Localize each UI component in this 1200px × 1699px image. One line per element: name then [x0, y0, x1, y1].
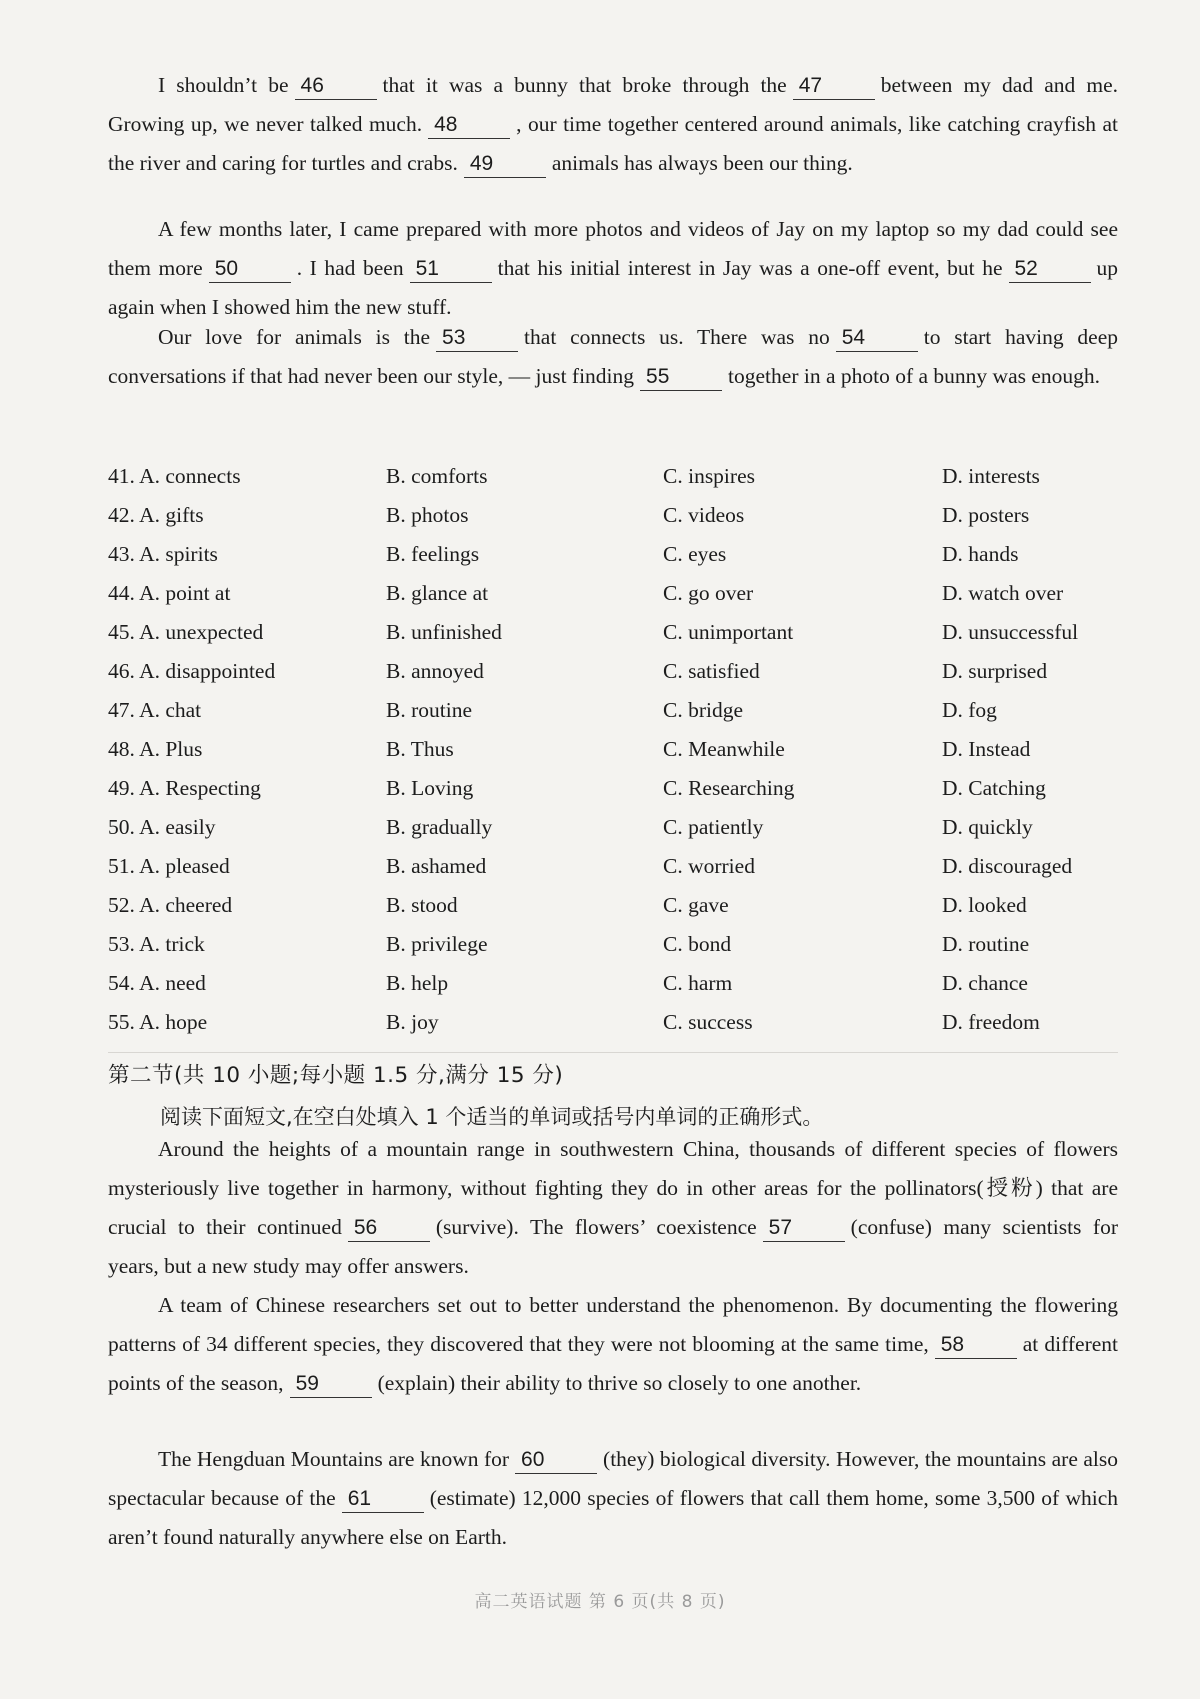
option-a: 46. A. disappointed	[108, 659, 276, 683]
passage2-paragraph3	[108, 1440, 1118, 1557]
text: Around the heights of a mountain range in southwestern China, thousands of different species of flowers mysteriously live together in harmony, without fighting they do in other areas for the pollinators(授粉) that are crucial to their continued	[108, 1137, 1118, 1239]
passage1-paragraph3	[108, 318, 1118, 396]
option-d: D. discouraged	[942, 854, 1073, 878]
option-c: C. Meanwhile	[663, 737, 785, 761]
option-a: 52. A. cheered	[108, 893, 233, 917]
option-a: 48. A. Plus	[108, 737, 203, 761]
blank-54: 54	[836, 325, 918, 352]
text: (survive). The flowers’ coexistence	[435, 1215, 757, 1239]
option-a: 50. A. easily	[108, 815, 216, 839]
option-b: B. comforts	[386, 464, 488, 488]
option-d: D. Instead	[942, 737, 1031, 761]
text: that connects us. There was no	[524, 325, 830, 349]
option-b: B. gradually	[386, 815, 493, 839]
option-d: D. posters	[942, 503, 1030, 527]
text: (confuse) many scientists for years, but a new study may offer answers.	[108, 1215, 1118, 1278]
option-b: B. glance at	[386, 581, 489, 605]
option-a: 54. A. need	[108, 971, 206, 995]
text: Our love for animals is the	[158, 325, 431, 349]
option-a: 41. A. connects	[108, 464, 241, 488]
section-instruction: 阅读下面短文,在空白处填入 1 个适当的单词或括号内单词的正确形式。	[160, 1105, 824, 1129]
blank-56: 56	[348, 1215, 430, 1242]
text: (they) biological diversity. However, the mountains are also spectacular because of the	[108, 1447, 1118, 1510]
option-c: C. bond	[663, 932, 732, 956]
text: A few months later, I came prepared with more photos and videos of Jay on my laptop so my dad could see them more	[108, 217, 1118, 280]
option-row	[108, 698, 1118, 737]
option-row	[108, 1010, 1118, 1049]
blank-58: 58	[935, 1332, 1017, 1359]
text: that it was a bunny that broke through the	[382, 73, 787, 97]
option-d: D. watch over	[942, 581, 1064, 605]
option-a: 49. A. Respecting	[108, 776, 261, 800]
option-b: B. photos	[386, 503, 469, 527]
option-row	[108, 815, 1118, 854]
option-d: D. interests	[942, 464, 1040, 488]
option-row	[108, 737, 1118, 776]
blank-47: 47	[793, 73, 875, 100]
option-d: D. fog	[942, 698, 997, 722]
option-c: C. Researching	[663, 776, 795, 800]
text: . I had been	[296, 256, 404, 280]
divider	[108, 1052, 1118, 1053]
option-row	[108, 542, 1118, 581]
answer-options	[108, 464, 1118, 1049]
option-b: B. Loving	[386, 776, 474, 800]
text: between my dad and me. Growing up, we never talked much.	[108, 73, 1119, 136]
option-b: B. joy	[386, 1010, 439, 1034]
blank-48: 48	[428, 112, 510, 139]
text: together in a photo of a bunny was enough.	[728, 364, 1101, 388]
option-c: C. success	[663, 1010, 753, 1034]
option-c: C. go over	[663, 581, 754, 605]
option-d: D. quickly	[942, 815, 1033, 839]
blank-60: 60	[515, 1447, 597, 1474]
option-c: C. inspires	[663, 464, 755, 488]
option-d: D. surprised	[942, 659, 1048, 683]
option-b: B. stood	[386, 893, 458, 917]
option-row	[108, 581, 1118, 620]
blank-50: 50	[209, 256, 291, 283]
blank-49: 49	[464, 151, 546, 178]
option-c: C. bridge	[663, 698, 744, 722]
blank-61: 61	[342, 1486, 424, 1513]
text: (estimate) 12,000 species of flowers that call them home, some 3,500 of which aren’t found naturally anywhere else on Earth.	[108, 1486, 1118, 1549]
option-row	[108, 932, 1118, 971]
option-b: B. routine	[386, 698, 472, 722]
option-a: 43. A. spirits	[108, 542, 218, 566]
page-footer: 高二英语试题 第 6 页(共 8 页)	[474, 1592, 726, 1612]
option-row	[108, 893, 1118, 932]
option-c: C. patiently	[663, 815, 764, 839]
text: (explain) their ability to thrive so closely to one another.	[377, 1371, 862, 1395]
option-d: D. routine	[942, 932, 1030, 956]
text: The Hengduan Mountains are known for	[158, 1447, 510, 1471]
text: up again when I showed him the new stuff.	[108, 256, 1118, 319]
text: , our time together centered around animals, like catching crayfish at the river and caring for turtles and crabs.	[108, 112, 1118, 175]
option-d: D. looked	[942, 893, 1027, 917]
passage2-paragraph2	[108, 1286, 1118, 1403]
blank-53: 53	[436, 325, 518, 352]
option-b: B. Thus	[386, 737, 454, 761]
option-d: D. chance	[942, 971, 1028, 995]
option-d: D. Catching	[942, 776, 1046, 800]
option-a: 44. A. point at	[108, 581, 231, 605]
passage2-paragraph1	[108, 1130, 1118, 1286]
option-c: C. harm	[663, 971, 733, 995]
option-a: 42. A. gifts	[108, 503, 204, 527]
option-a: 53. A. trick	[108, 932, 205, 956]
passage1-paragraph2	[108, 210, 1118, 327]
option-a: 51. A. pleased	[108, 854, 230, 878]
option-b: B. annoyed	[386, 659, 484, 683]
option-row	[108, 776, 1118, 815]
option-row	[108, 620, 1118, 659]
option-row	[108, 971, 1118, 1010]
option-b: B. help	[386, 971, 449, 995]
option-row	[108, 659, 1118, 698]
blank-57: 57	[763, 1215, 845, 1242]
option-d: D. freedom	[942, 1010, 1040, 1034]
option-b: B. privilege	[386, 932, 488, 956]
option-b: B. ashamed	[386, 854, 487, 878]
section-title: 第二节(共 10 小题;每小题 1.5 分,满分 15 分)	[108, 1063, 564, 1088]
blank-55: 55	[640, 364, 722, 391]
option-b: B. unfinished	[386, 620, 502, 644]
option-a: 45. A. unexpected	[108, 620, 264, 644]
option-d: D. hands	[942, 542, 1019, 566]
option-c: C. satisfied	[663, 659, 760, 683]
blank-52: 52	[1009, 256, 1091, 283]
text: to start having deep conversations if that had never been our style, — just finding	[108, 325, 1118, 388]
text: A team of Chinese researchers set out to better understand the phenomenon. By documenting the flowering patterns of 34 different species, they discovered that they were not blooming at the same time,	[108, 1293, 1118, 1356]
option-row	[108, 854, 1118, 893]
text: I shouldn’t be	[158, 73, 289, 97]
option-row	[108, 464, 1118, 503]
blank-46: 46	[295, 73, 377, 100]
option-c: C. videos	[663, 503, 745, 527]
option-d: D. unsuccessful	[942, 620, 1079, 644]
option-a: 47. A. chat	[108, 698, 202, 722]
option-a: 55. A. hope	[108, 1010, 208, 1034]
text: that his initial interest in Jay was a one-off event, but he	[497, 256, 1003, 280]
option-b: B. feelings	[386, 542, 480, 566]
passage1-paragraph1	[108, 66, 1118, 183]
option-row	[108, 503, 1118, 542]
blank-59: 59	[290, 1371, 372, 1398]
option-c: C. worried	[663, 854, 755, 878]
text: at different points of the season,	[108, 1332, 1118, 1395]
text: animals has always been our thing.	[551, 151, 853, 175]
option-c: C. gave	[663, 893, 729, 917]
option-c: C. eyes	[663, 542, 727, 566]
option-c: C. unimportant	[663, 620, 794, 644]
blank-51: 51	[410, 256, 492, 283]
